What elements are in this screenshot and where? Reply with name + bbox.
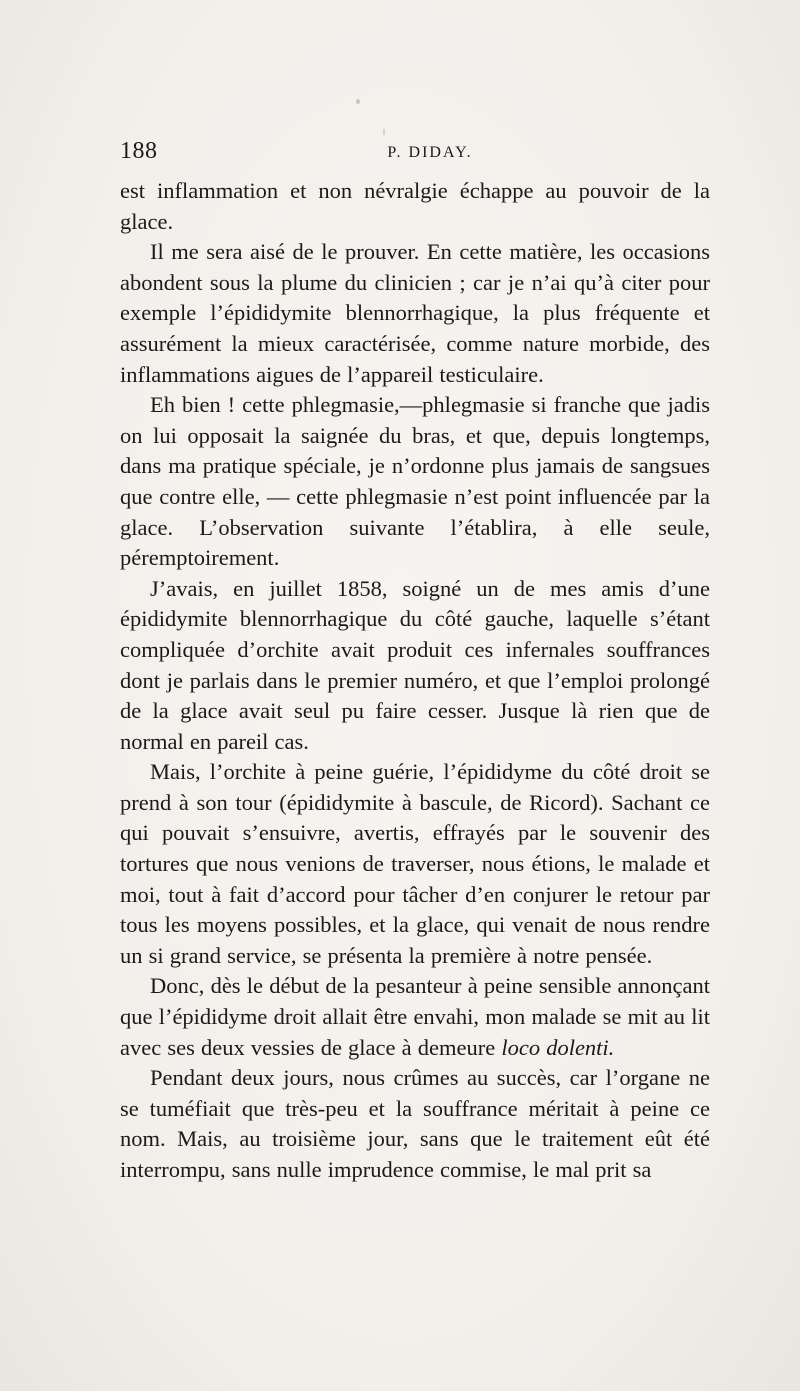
page-number: 188 — [120, 138, 158, 164]
italic-phrase: loco dolenti. — [501, 1034, 615, 1060]
paragraph: Eh bien ! cette phlegmasie,—phlegmasie si franche que jadis on lui opposait la saignée du bras, et que, depuis longtemps, dans ma pratique spéciale, je n’ordonne plus jamais de sangsues que contre elle, — cette phlegmasie n’est point influencée par la glace. L’observation suivante l’établira, à elle seule, péremptoirement. — [120, 392, 710, 571]
paragraph: est inflammation et non névralgie échappe au pouvoir de la glace. — [120, 178, 710, 234]
paragraph: Mais, l’orchite à peine guérie, l’épididyme du côté droit se prend à son tour (épididymite à bascule, de Ricord). Sachant ce qui pouvait s’ensuivre, avertis, effrayés par le souvenir des tortures que nous venions de traverser, nous étions, le malade et moi, tout à fait d’accord pour tâcher d’en conjurer le retour par tous les moyens possibles, et la glace, qui venait de nous rendre un si grand service, se présenta la première à notre pensée. — [120, 759, 710, 968]
paragraph: J’avais, en juillet 1858, soigné un de mes amis d’une épididymite blennorrhagique du côté gauche, laquelle s’étant compliquée d’orchite avait produit ces infernales souffrances dont je parlais dans le premier numéro, et que l’emploi prolongé de la glace avait seul pu faire cesser. Jusque là rien que de normal en pareil cas. — [120, 575, 710, 754]
page-header — [120, 138, 710, 178]
paragraph: Pendant deux jours, nous crûmes au succès, car l’organe ne se tuméfiait que très-peu et la souffrance méritait à peine ce nom. Mais, au troisième jour, sans que le traitement eût été interrompu, sans nulle imprudence commise, le mal prit sa — [120, 1065, 710, 1182]
paragraph: Il me sera aisé de le prouver. En cette matière, les occasions abondent sous la plume du clinicien ; car je n’ai qu’à citer pour exemple l’épididymite blennorrhagique, la plus fréquente et assurément la mieux caractérisée, comme nature morbide, des inflammations aigues de l’appareil testiculaire. — [120, 239, 710, 387]
ink-speck — [356, 99, 360, 104]
body-text — [120, 176, 710, 1186]
ink-speck — [383, 128, 385, 136]
paragraph — [120, 971, 710, 1063]
running-head: P. DIDAY. — [387, 144, 473, 161]
paragraph-text: Donc, dès le début de la pesanteur à peine sensible annonçant que l’épididyme droit allait être envahi, mon malade se mit au lit avec ses deux vessies de glace à demeure — [120, 973, 710, 1060]
